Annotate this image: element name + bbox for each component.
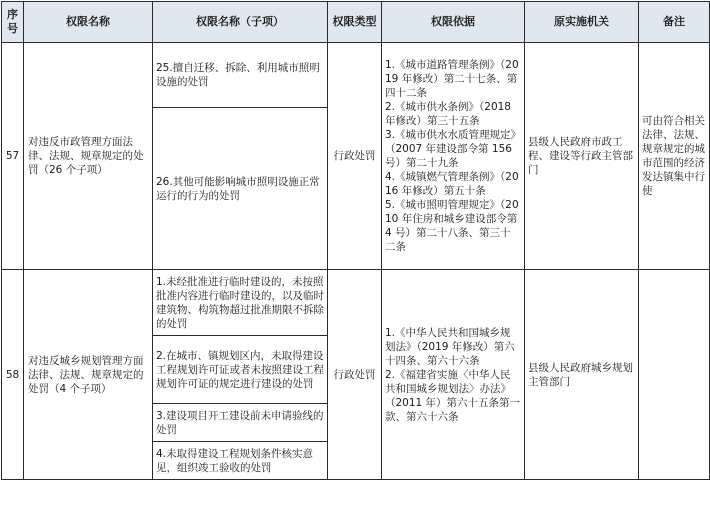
basis-item: 1.《中华人民共和国城乡规划法》（2019 年修改）第六十四条、第六十六条 [385, 326, 515, 367]
basis-item: 4.《城镇燃气管理条例》（2016 年修改）第五十条 [385, 171, 519, 197]
basis-item: 3.《城市供水水质管理规定》（2007 年建设部令第 156 号）第二十九条 [385, 129, 516, 169]
sub-item: 1.未经批准进行临时建设的，未按照批准内容进行临时建设的，以及临时建筑物、构筑物超过批准期限不拆除的处罚 [153, 270, 328, 336]
authority-table [1, 1, 710, 480]
sub-item: 3.建设项目开工建设前未申请验线的处罚 [153, 404, 328, 442]
header-seq: 序号 [2, 2, 24, 43]
row-type: 行政处罚 [328, 43, 382, 270]
basis-item: 2.《福建省实施〈中华人民共和国城乡规划法〉办法》（2011 年）第六十五条第一款、第六十六条 [385, 368, 521, 423]
row-basis [382, 270, 525, 480]
sub-item: 26.其他可能影响城市照明设施正常运行的行为的处罚 [153, 108, 328, 270]
row-seq: 57 [2, 43, 24, 270]
sub-item: 25.擅自迁移、拆除、利用城市照明设施的处罚 [153, 43, 328, 108]
basis-item: 1.《城市道路管理条例》（2019 年修改）第二十七条、第四十二条 [385, 59, 519, 99]
header-basis: 权限依据 [382, 2, 525, 43]
sub-item: 4.未取得建设工程规划条件核实意见，组织竣工验收的处罚 [153, 442, 328, 480]
basis-item: 5.《城市照明管理规定》（2010 年住房和城乡建设部令第 4 号）第二十八条、第三十二条 [385, 199, 519, 253]
row-seq: 58 [2, 270, 24, 480]
row-basis [382, 43, 525, 270]
table-row [2, 270, 710, 336]
row-type: 行政处罚 [328, 270, 382, 480]
header-note: 备注 [639, 2, 710, 43]
header-row [2, 2, 710, 43]
row-org: 县级人民政府市政工程、建设等行政主管部门 [525, 43, 639, 270]
row-name: 对违反市政管理方面法律、法规、规章规定的处罚（26 个子项） [24, 43, 153, 270]
row-org: 县级人民政府城乡规划主管部门 [525, 270, 639, 480]
header-name: 权限名称 [24, 2, 153, 43]
table-row [2, 43, 710, 108]
row-name: 对违反城乡规划管理方面法律、法规、规章规定的处罚（4 个子项） [24, 270, 153, 480]
header-sub: 权限名称（子项） [153, 2, 328, 43]
row-note [639, 270, 710, 480]
basis-item: 2.《城市供水条例》（2018 年修改）第三十五条 [385, 101, 511, 127]
header-type: 权限类型 [328, 2, 382, 43]
header-org: 原实施机关 [525, 2, 639, 43]
sub-item: 2.在城市、镇规划区内，未取得建设工程规划许可证或者未按照建设工程规划许可证的规定进行建设的处罚 [153, 336, 328, 404]
row-note: 可由符合相关法律、法规、规章规定的城市范围的经济发达镇集中行使 [639, 43, 710, 270]
